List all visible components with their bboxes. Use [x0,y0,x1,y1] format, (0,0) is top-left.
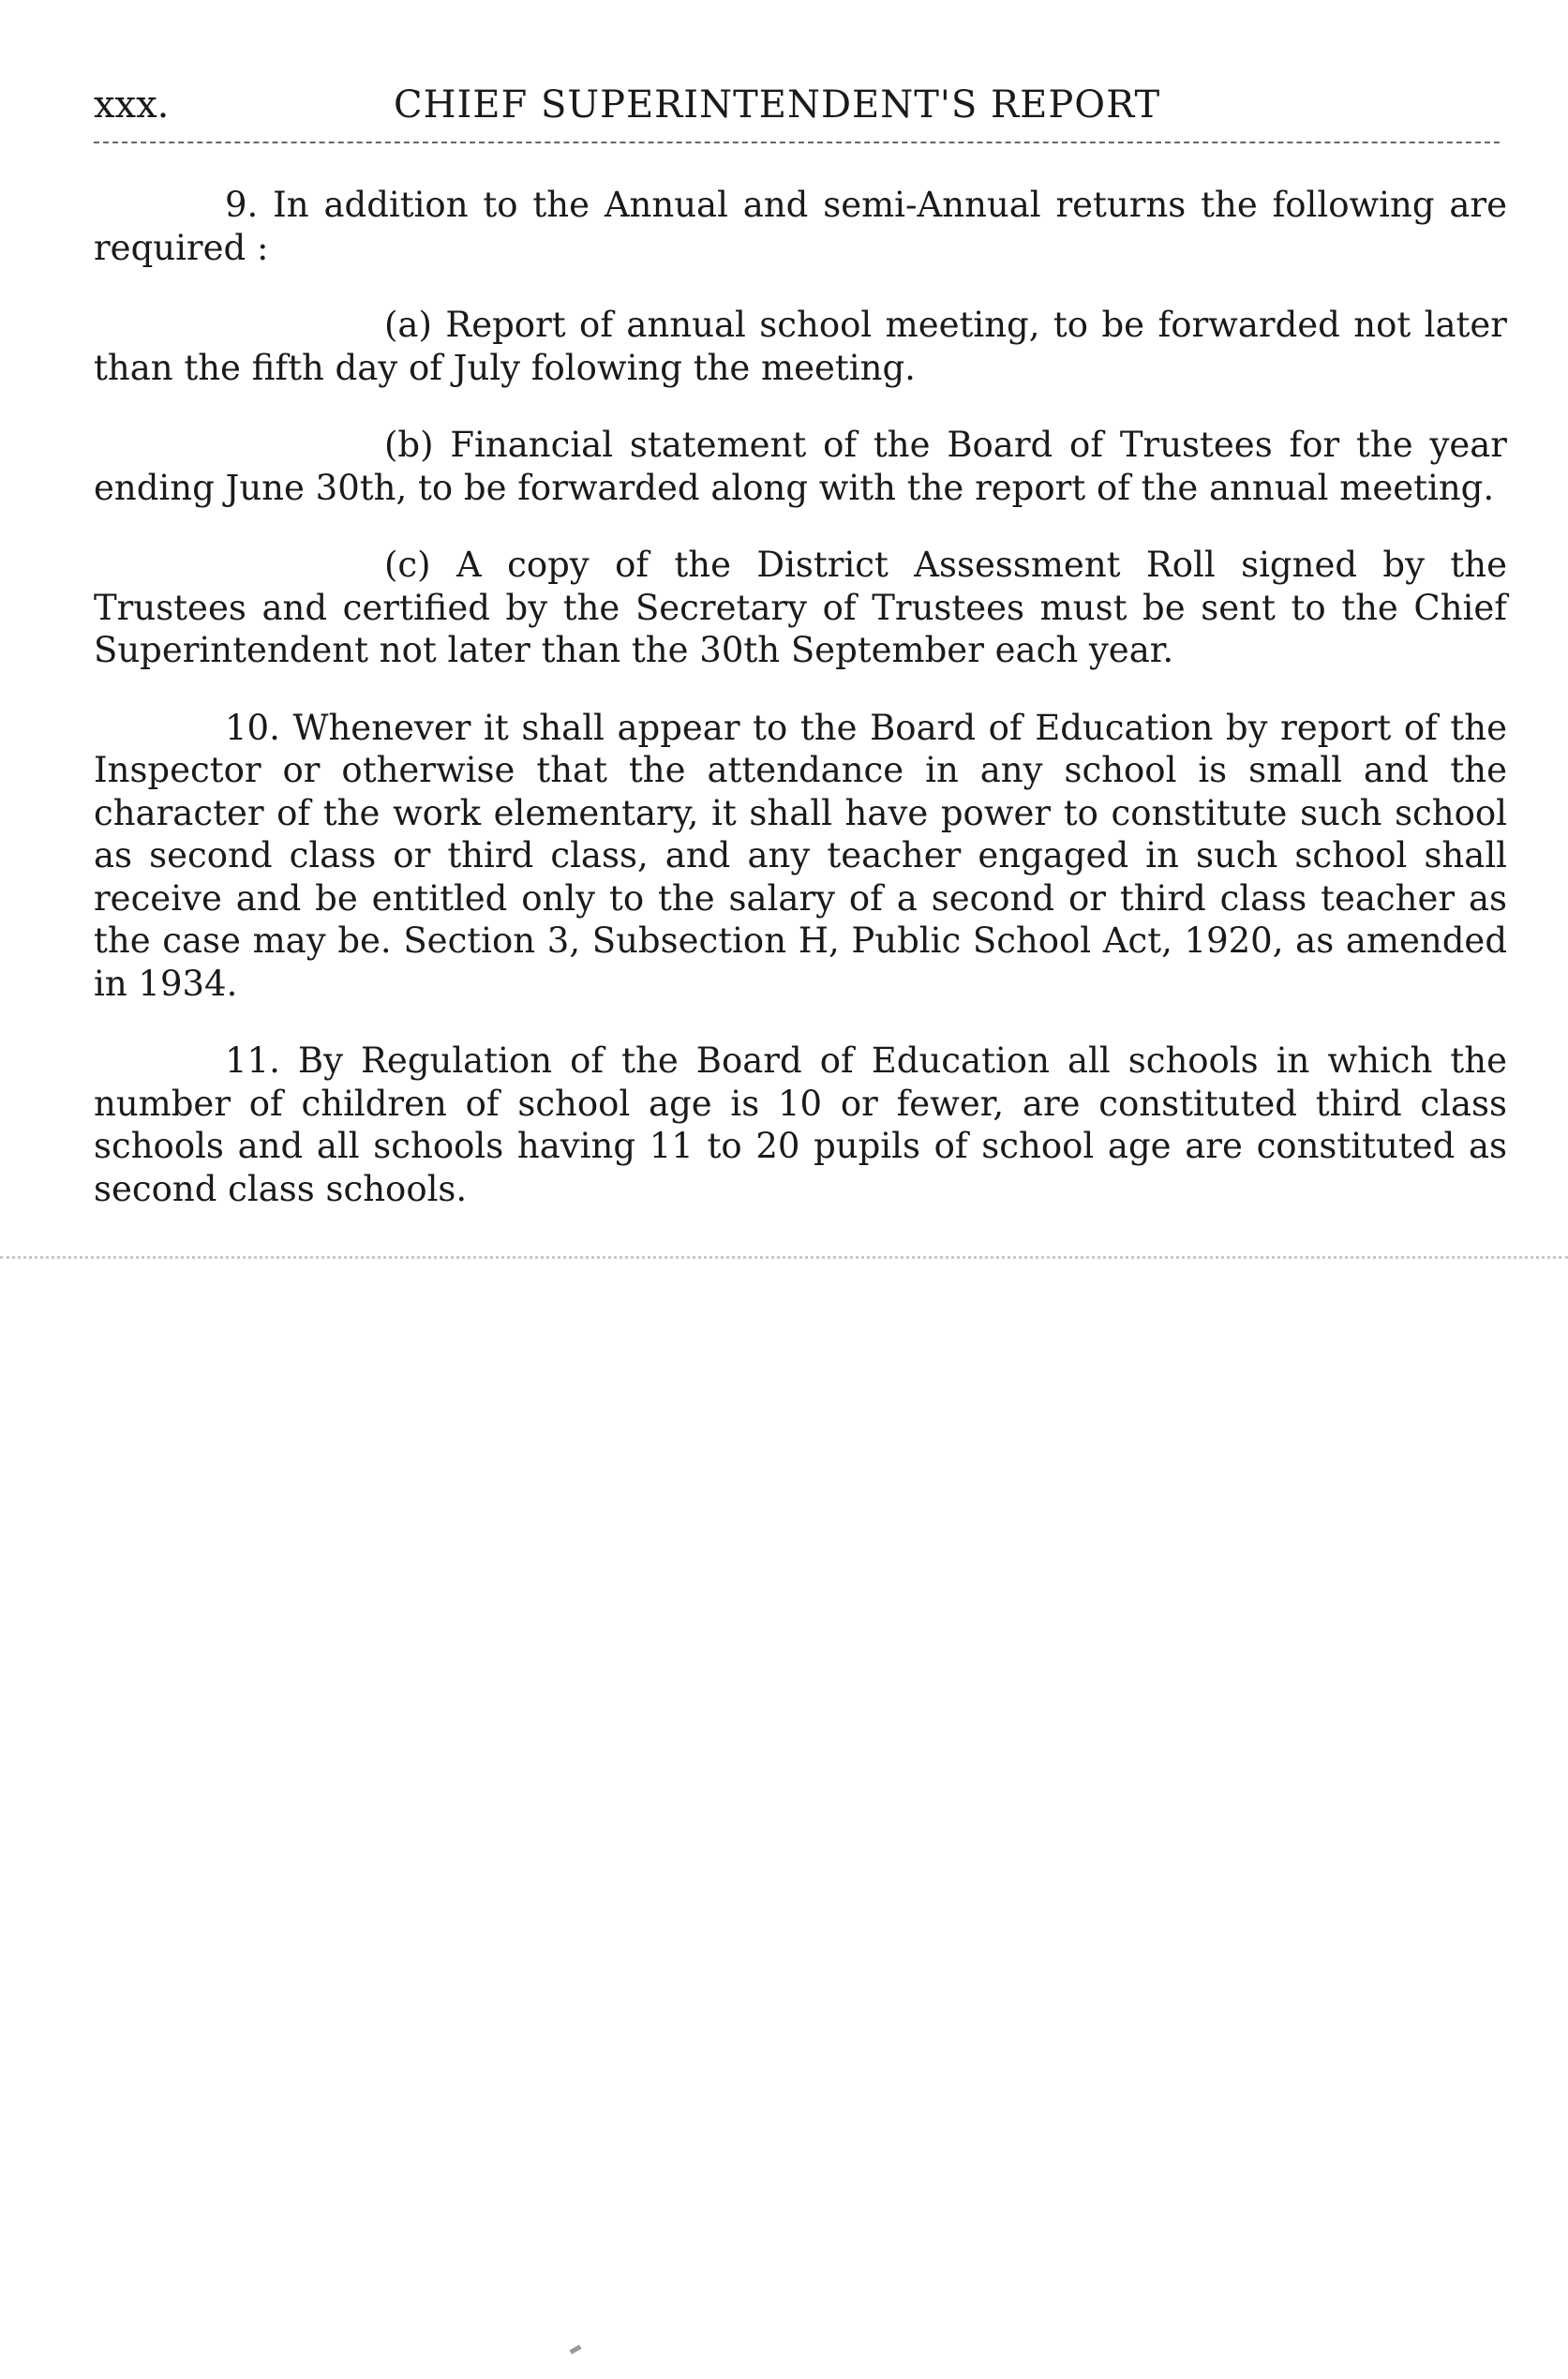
header-rule [94,142,1500,143]
ink-speck [570,2344,582,2354]
page-header [94,75,1500,135]
page-number: xxx. [94,83,170,127]
paragraph-9b: (b) Financial statement of the Board of Trustees for the year ending June 30th, to be forwarded along with the report of the annual meeting. [94,425,1507,508]
paragraph-9a: (a) Report of annual school meeting, to be forwarded not later than the fifth day of July folowing the meeting. [94,305,1507,388]
body-text [94,184,1507,1245]
running-title: CHIEF SUPERINTENDENT'S REPORT [394,83,1161,127]
dotted-rule [0,1256,1568,1259]
paragraph-9: 9. In addition to the Annual and semi-Annual returns the following are required : [94,185,1507,268]
paragraph-9c: (c) A copy of the District Assessment Roll signed by the Trustees and certified by the Secretary of Trustees must be sent to the Chief Superintendent not later than the 30th September each year. [94,545,1507,670]
paragraph-10: 10. Whenever it shall appear to the Board of Education by report of the Inspector or otherwise that the attendance in any school is small and the character of the work elementary, it shall have power to constitute such school as second class or third class, and any teacher engaged in such school shall receive and be entitled only to the salary of a second or third class teacher as the case may be. Section 3, Subsection H, Public School Act, 1920, as amended in 1934. [94,707,1507,1004]
paragraph-11: 11. By Regulation of the Board of Education all schools in which the number of children of school age is 10 or fewer, are constituted third class schools and all schools having 11 to 20 pupils of school age are constituted as second class schools. [94,1040,1507,1209]
